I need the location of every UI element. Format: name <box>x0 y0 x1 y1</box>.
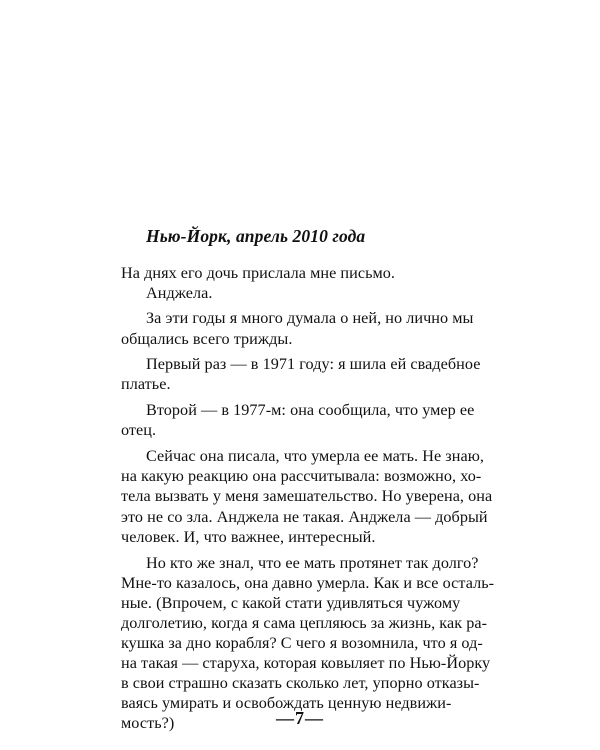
text-line: в свои страшно сказать сколько лет, упорно отказы- <box>121 674 480 692</box>
text-line: ные. (Впрочем, с какой стати удивляться чужому <box>121 594 461 612</box>
text-line: общались всего трижды. <box>121 330 293 348</box>
text-line: Второй — в 1977-м: она сообщила, что умер ее <box>146 401 475 419</box>
text-line: Мне-то казалось, она давно умерла. Как и все осталь- <box>121 574 495 592</box>
text-line: тела вызвать у меня замешательство. Но уверена, она <box>121 487 493 505</box>
text-line: мость?) <box>121 714 175 732</box>
text-line: Сейчас она писала, что умерла ее мать. Не знаю, <box>146 447 484 465</box>
text-line: На днях его дочь прислала мне письмо. <box>121 264 396 282</box>
text-line: на какую реакцию она рассчитывала: возможно, хо- <box>121 467 482 485</box>
text-line: отец. <box>121 421 157 439</box>
text-line: Анджела. <box>146 284 213 302</box>
chapter-heading: Нью-Йорк, апрель 2010 года <box>146 226 366 246</box>
text-line: платье. <box>121 375 171 393</box>
text-line: За эти годы я много думала о ней, но лично мы <box>146 309 474 327</box>
text-line: долголетию, когда я сама цепляюсь за жизнь, как ра- <box>121 614 488 632</box>
text-line: человек. И, что важнее, интересный. <box>121 528 376 546</box>
text-line: Но кто же знал, что ее мать протянет так долго? <box>146 554 479 572</box>
text-line: Первый раз — в 1971 году: я шила ей свадебное <box>146 355 481 373</box>
text-line: кушка за дно корабля? С чего я возомнила, что я од- <box>121 634 483 652</box>
page-number: —7— <box>276 708 324 728</box>
text-line: на такая — старуха, которая ковыляет по Нью-Йорку <box>121 654 491 672</box>
text-line: это не со зла. Анджела не такая. Анджела — добрый <box>121 508 488 526</box>
text-line: ваясь умирать и освобождать ценную недвижи- <box>121 694 452 712</box>
